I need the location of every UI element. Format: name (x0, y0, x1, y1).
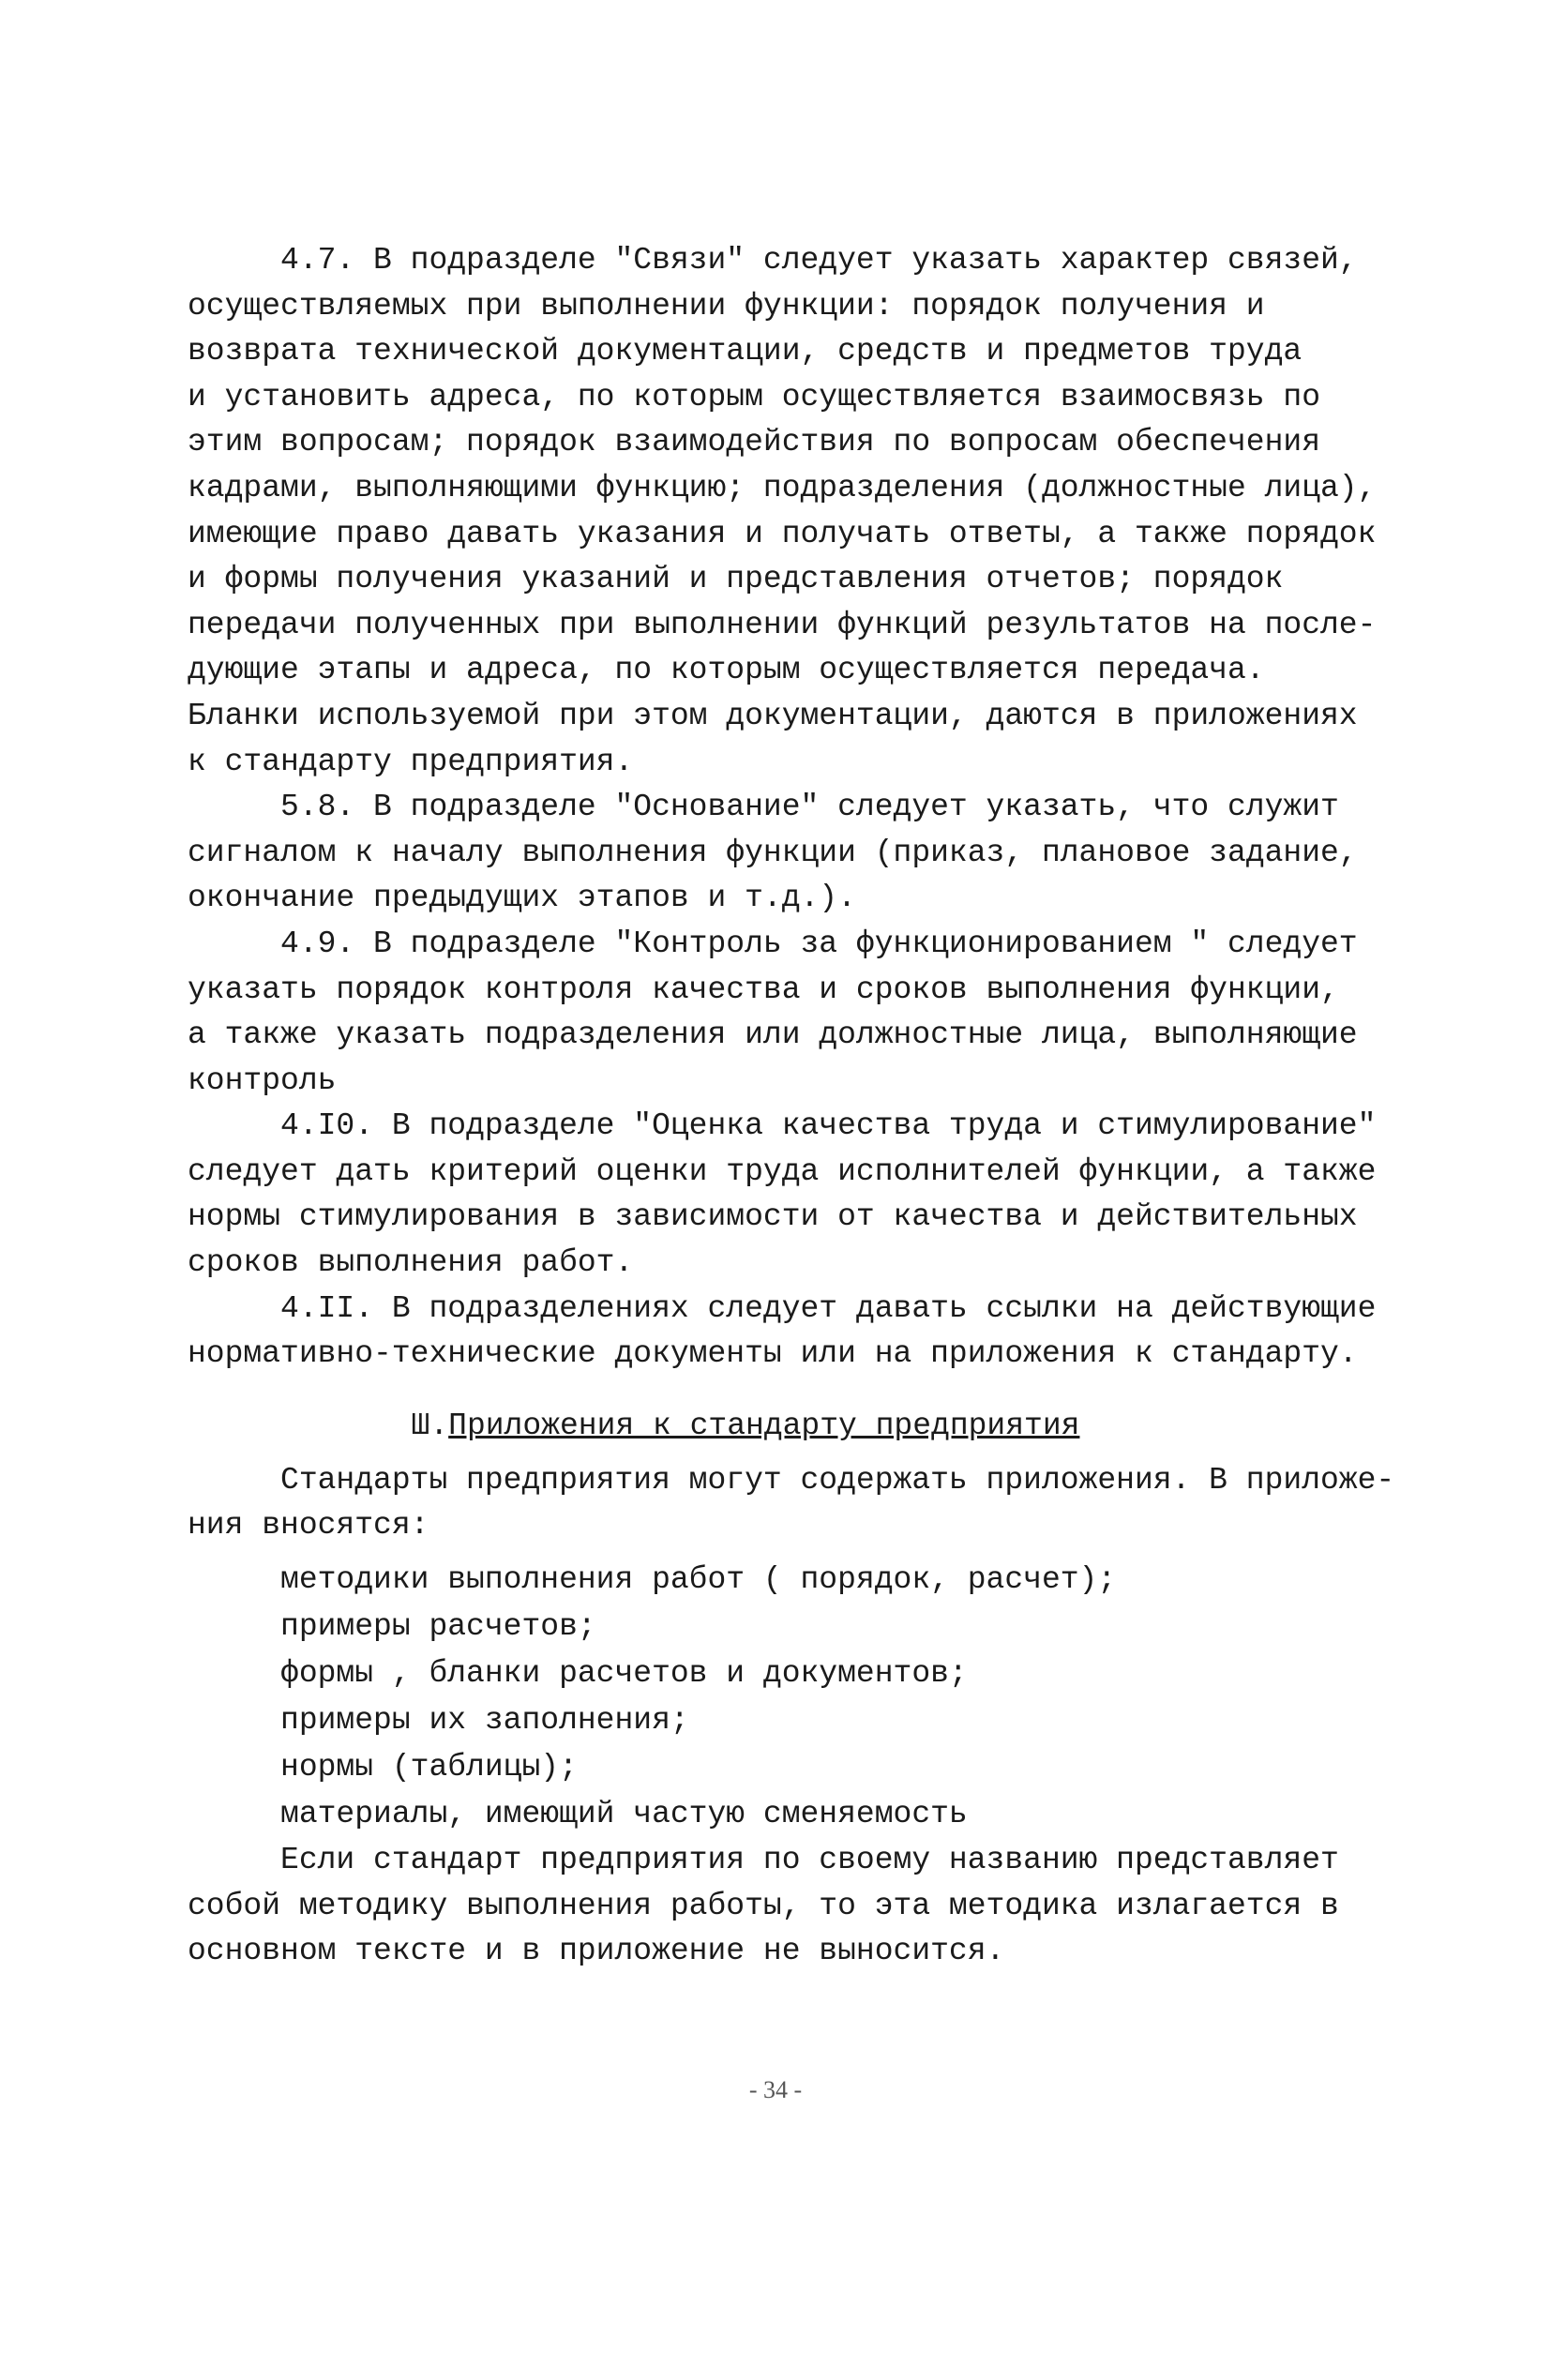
text-line: а также указать подразделения или должностные лица, выполняющие (188, 1017, 1358, 1053)
text-line: 4.9. В подразделе "Контроль за функционированием " следует (188, 926, 1358, 961)
text-line: 4.II. В подразделениях следует давать ссылки на действующие (188, 1290, 1377, 1326)
text-line: и установить адреса, по которым осуществляется взаимосвязь по (188, 379, 1320, 414)
text-line: сроков выполнения работ. (188, 1245, 634, 1281)
text-line: основном тексте и в приложение не выносится. (188, 1934, 1005, 1969)
text-line: 4.7. В подразделе "Связи" следует указать характер связей, (188, 243, 1358, 278)
text-line: Бланки используемой при этом документации, даются в приложениях (188, 698, 1358, 733)
list-item: примеры их заполнения; (188, 1703, 689, 1739)
section-title: Приложения к стандарту предприятия (448, 1408, 1080, 1443)
page-number: - 34 - (748, 2076, 803, 2103)
text-line: и формы получения указаний и представления отчетов; порядок (188, 562, 1284, 597)
text-line: осуществляемых при выполнении функции: порядок получения и (188, 288, 1265, 324)
appendix-intro (188, 1458, 1407, 1549)
list-item: формы , бланки расчетов и документов; (188, 1656, 968, 1692)
text-line: передачи полученных при выполнении функций результатов на после- (188, 607, 1377, 642)
appendix-list (188, 1557, 1407, 1838)
text-line: сигналом к началу выполнения функции (приказ, плановое задание, (188, 835, 1358, 870)
text-line: кадрами, выполняющими функцию; подразделения (должностные лица), (188, 470, 1377, 505)
section-number: Ш. (411, 1408, 449, 1443)
text-line: 5.8. В подразделе "Основание" следует указать, что служит (188, 790, 1339, 825)
text-line: Стандарты предприятия могут содержать приложения. В приложе- (188, 1462, 1395, 1498)
list-item: материалы, имеющий частую сменяемость (188, 1797, 968, 1832)
text-line: контроль (188, 1062, 337, 1098)
closing-paragraph (188, 1838, 1407, 1975)
text-line: собой методику выполнения работы, то эта методика излагается в (188, 1888, 1339, 1923)
text-line: к стандарту предприятия. (188, 744, 634, 779)
paragraph-4-11 (188, 1287, 1407, 1378)
section-heading (188, 1404, 1407, 1449)
body-text (188, 238, 1407, 1975)
text-line: ния вносятся: (188, 1508, 429, 1544)
list-item: нормы (таблицы); (188, 1750, 578, 1785)
text-line: возврата технической документации, средств и предметов труда (188, 334, 1303, 369)
text-line: 4.I0. В подразделе "Оценка качества труда и стимулирование" (188, 1108, 1377, 1144)
text-line: окончание предыдущих этапов и т.д.). (188, 881, 856, 916)
text-line: этим вопросам; порядок взаимодействия по вопросам обеспечения (188, 425, 1320, 460)
text-line: Если стандарт предприятия по своему названию представляет (188, 1843, 1339, 1878)
paragraph-5-8 (188, 785, 1407, 922)
text-line: нормы стимулирования в зависимости от качества и действительных (188, 1199, 1358, 1235)
text-line: дующие этапы и адреса, по которым осуществляется передача. (188, 653, 1265, 688)
text-line: нормативно-технические документы или на приложения к стандарту. (188, 1336, 1358, 1372)
paragraph-4-7 (188, 238, 1407, 785)
text-line: имеющие право давать указания и получать ответы, а также порядок (188, 516, 1377, 551)
paragraph-4-10 (188, 1104, 1407, 1286)
paragraph-4-9 (188, 922, 1407, 1104)
list-item: методики выполнения работ ( порядок, расчет); (188, 1562, 1117, 1598)
list-item: примеры расчетов; (188, 1609, 596, 1645)
text-line: следует дать критерий оценки труда исполнителей функции, а также (188, 1153, 1377, 1189)
text-line: указать порядок контроля качества и сроков выполнения функции, (188, 972, 1339, 1007)
